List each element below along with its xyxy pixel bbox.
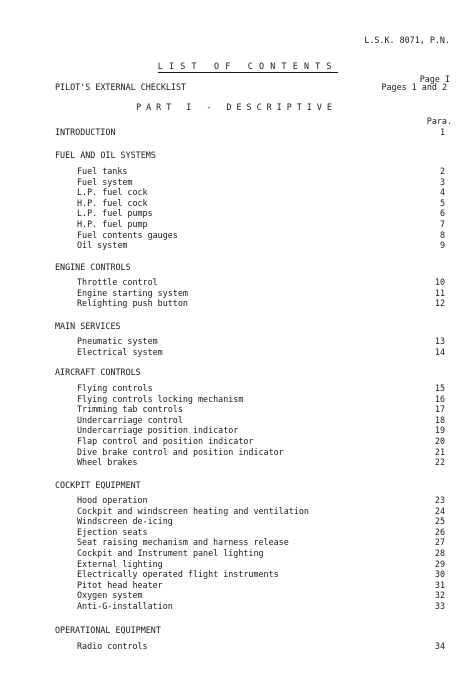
contents-entry-label: Hood operation	[77, 495, 148, 505]
section-heading: OPERATIONAL EQUIPMENT	[55, 625, 161, 635]
contents-entry-label: Electrically operated flight instruments	[77, 569, 279, 579]
page-number: Page I	[419, 74, 450, 84]
contents-entry-label: Fuel tanks	[77, 166, 128, 176]
contents-entry-label: Trimming tab controls	[77, 404, 183, 414]
contents-entry-para: 23	[434, 495, 445, 505]
contents-entry-para: 29	[434, 559, 445, 569]
contents-entry-label: Cockpit and windscreen heating and ventilation	[77, 506, 309, 516]
contents-entry-para: 27	[434, 537, 445, 547]
contents-entry-label: Dive brake control and position indicator	[77, 447, 284, 457]
contents-entry-label: Wheel brakes	[77, 457, 138, 467]
contents-entry-label: Fuel contents gauges	[77, 230, 178, 240]
contents-entry-para: 24	[434, 506, 445, 516]
contents-entry-para: 7	[439, 219, 445, 229]
part-heading: PART I - DESCRIPTIVE	[136, 102, 337, 112]
contents-entry-label: Seat raising mechanism and harness release	[77, 537, 289, 547]
contents-entry-para: 32	[434, 590, 445, 600]
para-column-heading: Para.	[426, 116, 452, 126]
contents-entry-para: 15	[434, 383, 445, 393]
contents-entry-label: L.P. fuel pumps	[77, 208, 153, 218]
contents-entry-para: 34	[434, 641, 445, 651]
contents-entry-para: 6	[439, 208, 445, 218]
contents-entry-label: Anti-G-installation	[77, 601, 173, 611]
contents-entry-label: H.P. fuel cock	[77, 198, 148, 208]
contents-entry-para: 28	[434, 548, 445, 558]
contents-entry-para: 9	[439, 240, 445, 250]
contents-entry-para: 10	[434, 277, 445, 287]
contents-entry-para: 12	[434, 298, 445, 308]
contents-entry-para: 11	[434, 288, 445, 298]
contents-entry-label: Undercarriage control	[77, 415, 183, 425]
contents-entry-label: Oil system	[77, 240, 128, 250]
contents-entry-para: 5	[439, 198, 445, 208]
contents-entry-label: Cockpit and Instrument panel lighting	[77, 548, 264, 558]
checklist-label: PILOT'S EXTERNAL CHECKLIST	[55, 82, 187, 92]
contents-entry-para: 16	[434, 394, 445, 404]
contents-entry-para: 13	[434, 336, 445, 346]
contents-entry-para: 8	[439, 230, 445, 240]
checklist-pages: Pages 1 and 2	[381, 82, 447, 92]
contents-entry-label: Flying controls locking mechanism	[77, 394, 244, 404]
contents-title-wrap	[0, 54, 473, 71]
contents-entry-para: 4	[439, 187, 445, 197]
contents-entry-label: Engine starting system	[77, 288, 188, 298]
contents-entry-label: Radio controls	[77, 641, 148, 651]
section-heading: COCKPIT EQUIPMENT	[55, 480, 141, 490]
contents-entry-para: 25	[434, 516, 445, 526]
contents-entry-para: 14	[434, 347, 445, 357]
contents-entry-para: 20	[434, 436, 445, 446]
contents-entry-label: Fuel system	[77, 177, 133, 187]
introduction-label: INTRODUCTION	[55, 127, 116, 137]
contents-entry-label: L.P. fuel cock	[77, 187, 148, 197]
contents-entry-para: 26	[434, 527, 445, 537]
contents-entry-label: Pitot head heater	[77, 580, 163, 590]
contents-entry-para: 3	[439, 177, 445, 187]
contents-entry-label: External lighting	[77, 559, 163, 569]
contents-entry-label: Windscreen de-icing	[77, 516, 173, 526]
contents-entry-para: 2	[439, 166, 445, 176]
section-heading: ENGINE CONTROLS	[55, 262, 131, 272]
contents-entry-para: 33	[434, 601, 445, 611]
section-heading: MAIN SERVICES	[55, 321, 121, 331]
contents-entry-para: 21	[434, 447, 445, 457]
contents-entry-para: 18	[434, 415, 445, 425]
contents-entry-para: 31	[434, 580, 445, 590]
document-reference: L.S.K. 8071, P.N.	[364, 35, 450, 45]
contents-entry-para: 19	[434, 425, 445, 435]
contents-entry-label: Flying controls	[77, 383, 153, 393]
introduction-para: 1	[439, 127, 445, 137]
contents-entry-label: Undercarriage position indicator	[77, 425, 239, 435]
contents-entry-label: Throttle control	[77, 277, 158, 287]
contents-entry-label: Relighting push button	[77, 298, 188, 308]
contents-entry-label: Pneumatic system	[77, 336, 158, 346]
section-heading: FUEL AND OIL SYSTEMS	[55, 150, 156, 160]
section-heading: AIRCRAFT CONTROLS	[55, 367, 141, 377]
contents-entry-para: 17	[434, 404, 445, 414]
contents-entry-para: 30	[434, 569, 445, 579]
contents-entry-label: Flap control and position indicator	[77, 436, 254, 446]
contents-entry-para: 22	[434, 457, 445, 467]
contents-entry-label: Ejection seats	[77, 527, 148, 537]
contents-entry-label: Oxygen system	[77, 590, 143, 600]
contents-entry-label: Electrical system	[77, 347, 163, 357]
contents-entry-label: H.P. fuel pump	[77, 219, 148, 229]
contents-title: LIST OF CONTENTS	[157, 61, 338, 72]
